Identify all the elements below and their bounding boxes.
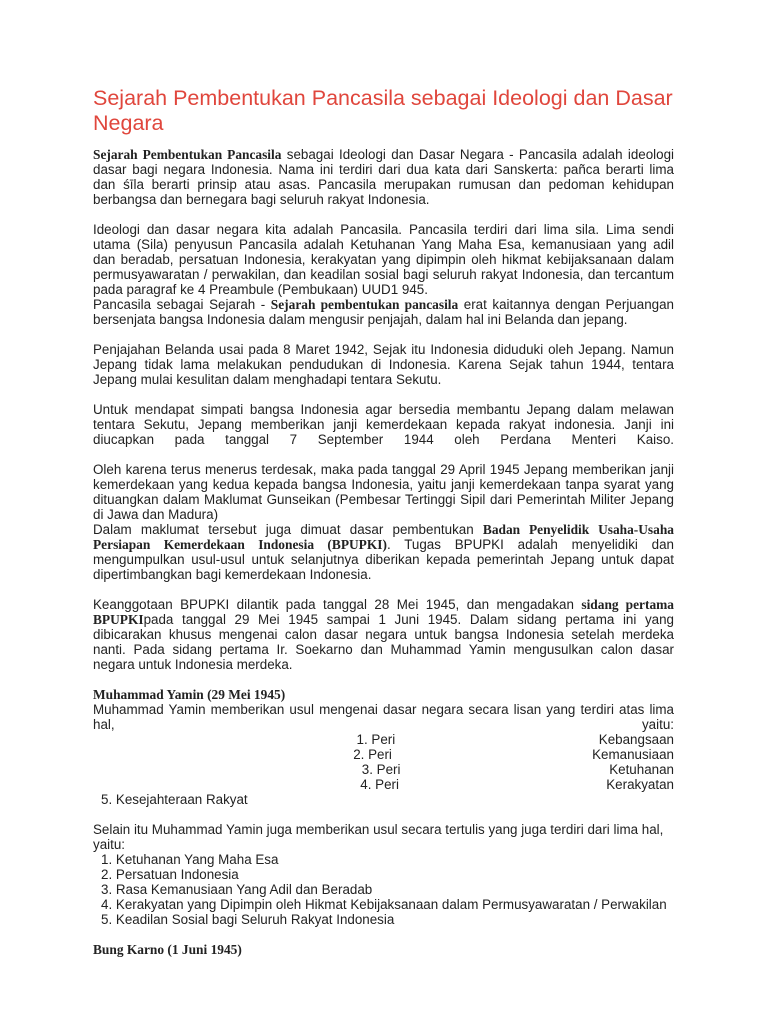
article-title: Sejarah Pembentukan Pancasila sebagai Ideologi dan Dasar Negara — [93, 86, 673, 135]
list-item: 5. Keadilan Sosial bagi Seluruh Rakyat Indonesia — [101, 912, 395, 927]
list-item: 4. Peri Kerakyatan — [360, 777, 674, 792]
paragraph-bpupki: Dalam maklumat tersebut juga dimuat dasar pembentukan Badan Penyelidik Usaha-Usaha Persiapan Kemerdekaan Indonesia (BPUPKI). Tugas BPUPKI adalah menyelidiki dan mengumpulkan usul-usul untuk selanjutnya diberikan kepada pemerintah Jepang untuk dapat dipertimbangkan bagi kemerdekaan Indonesia. — [93, 522, 674, 582]
section-heading: Muhammad Yamin (29 Mei 1945) — [93, 687, 286, 702]
list-item: 2. Peri Kemanusiaan — [353, 747, 674, 762]
paragraph-intro: Sejarah Pembentukan Pancasila sebagai Ideologi dan Dasar Negara - Pancasila adalah ideologi dasar bagi negara Indonesia. Nama ini terdiri dari dua kata dari Sanskerta: pañca berarti lima dan śīla berarti prinsip atau asas. Pancasila merupakan rumusan dan pedoman kehidupan berbangsa dan bernegara bagi seluruh rakyat Indonesia. — [93, 147, 675, 207]
list-item: 1. Peri Kebangsaan — [356, 732, 674, 747]
bold-term: Badan Penyelidik Usaha-Usaha — [482, 522, 674, 537]
bold-term: Persiapan Kemerdekaan Indonesia (BPUPKI) — [93, 537, 387, 552]
bold-term: Sejarah Pembentukan Pancasila — [93, 147, 282, 162]
article-body — [93, 147, 674, 957]
section-tertulis: Selain itu Muhammad Yamin juga memberikan usul secara tertulis yang juga terdiri dari lima hal, yaitu: 1. Ketuhanan Yang Maha Esa 2. Persatuan Indonesia 3. Rasa Kemanusiaan Yang Adil dan Beradab 4. Kerakyatan yang Dipimpin oleh Hikmat Kebijaksanaan dalam Permusyawaratan / Perwakilan 5. Keadilan Sosial bagi Seluruh Rakyat Indonesia — [93, 822, 674, 927]
bold-term: sidang pertama — [581, 597, 674, 612]
section-heading: Bung Karno (1 Juni 1945) — [93, 942, 242, 957]
list-item: 4. Kerakyatan yang Dipimpin oleh Hikmat Kebijaksanaan dalam Permusyawaratan / Perwakilan — [101, 897, 667, 912]
paragraph-keanggotaan: Keanggotaan BPUPKI dilantik pada tanggal 28 Mei 1945, dan mengadakan sidang pertama BPUPKIpada tanggal 29 Mei 1945 sampai 1 Juni 1945. Dalam sidang pertama ini yang dibicarakan khusus mengenai calon dasar negara untuk bangsa Indonesia setelah merdeka nanti. Pada sidang pertama Ir. Soekarno dan Muhammad Yamin mengusulkan calon dasar negara untuk Indonesia merdeka. — [93, 597, 674, 672]
paragraph-ideologi: Ideologi dan dasar negara kita adalah Pancasila. Pancasila terdiri dari lima sila. Lima sendi utama (Sila) penyusun Pancasila adalah Ketuhanan Yang Maha Esa, kemanusiaan yang adil dan beradab, persatuan Indonesia, kerakyatan yang dipimpin oleh hikmat kebijaksanaan dalam permusyawaratan / perwakilan, dan keadilan sosial bagi seluruh rakyat Indonesia, dan tercantum pada paragraf ke 4 Preambule (Pembukaan) UUD1 945. — [93, 222, 674, 297]
list-item: 5. Kesejahteraan Rakyat — [101, 792, 248, 807]
list-item: 2. Persatuan Indonesia — [101, 867, 239, 882]
paragraph-simpati: Untuk mendapat simpati bangsa Indonesia agar bersedia membantu Jepang dalam melawan tentara Sekutu, Jepang memberikan janji kemerdekaan kepada rakyat indonesia. Janji ini diucapkan pada tanggal 7 September 1944 oleh Perdana Menteri Kaiso. — [93, 402, 674, 447]
paragraph-sejarah: Pancasila sebagai Sejarah - Sejarah pembentukan pancasila erat kaitannya dengan Perjuangan bersenjata bangsa Indonesia dalam mengusir penjajah, dalam hal ini Belanda dan jepang. — [93, 297, 674, 327]
list-item: 3. Peri Ketuhanan — [361, 762, 674, 777]
section-yamin: Muhammad Yamin (29 Mei 1945) Muhammad Yamin memberikan usul mengenai dasar negara secara lisan yang terdiri atas lima hal, yaitu: 1. Peri Kebangsaan 2. Peri Kemanusiaan 3. Peri Ketuhanan 4. Peri Kerakyatan 5. Kesejahteraan Rakyat — [93, 687, 674, 807]
paragraph-penjajahan: Penjajahan Belanda usai pada 8 Maret 1942, Sejak itu Indonesia diduduki oleh Jepang. Namun Jepang tidak lama melakukan pendudukan di Indonesia. Karena Sejak tahun 1944, tentara Jepang mulai kesulitan dalam menghadapi tentara Sekutu. — [93, 342, 674, 387]
bold-term: BPUPKI — [93, 612, 144, 627]
bold-term: Sejarah pembentukan pancasila — [270, 297, 459, 312]
paragraph-janji: Oleh karena terus menerus terdesak, maka pada tanggal 29 April 1945 Jepang memberikan janji kemerdekaan yang kedua kepada bangsa Indonesia, yaitu janji kemerdekaan tanpa syarat yang dituangkan dalam Maklumat Gunseikan (Pembesar Tertinggi Sipil dari Pemerintah Militer Jepang di Jawa dan Madura) — [93, 462, 674, 522]
list-item: 1. Ketuhanan Yang Maha Esa — [101, 852, 279, 867]
list-item: 3. Rasa Kemanusiaan Yang Adil dan Beradab — [101, 882, 373, 897]
